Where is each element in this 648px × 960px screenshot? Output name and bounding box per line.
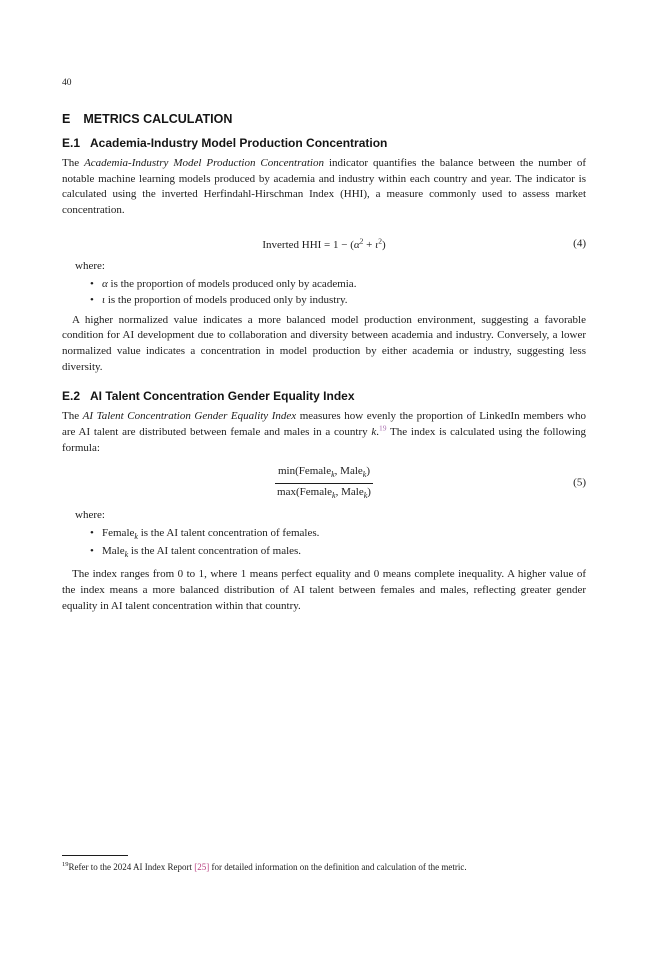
subscript-k: k: [363, 490, 368, 500]
text-run: +: [363, 239, 376, 252]
subsection-e2-heading: [62, 389, 586, 403]
var-iota: ι: [102, 293, 106, 306]
where-label: where:: [75, 508, 105, 521]
text-run: is the proportion of models produced only by industry.: [105, 293, 348, 306]
page-number: 40: [62, 78, 72, 88]
footnote-area: [62, 855, 586, 873]
text-run: ): [366, 464, 371, 477]
text-run: Inverted HHI = 1 − (: [262, 239, 354, 252]
text-run: ): [367, 485, 371, 498]
var-alpha: α: [102, 278, 108, 291]
var-male: Male: [102, 545, 125, 558]
fraction-denominator: [275, 483, 373, 502]
subscript-k: k: [134, 531, 138, 541]
e2-intro-paragraph: [62, 409, 586, 456]
footnote-rule: [62, 855, 128, 856]
e1-intro-paragraph: [62, 156, 586, 219]
text-run: , Male: [334, 464, 363, 477]
e2-discussion-paragraph: The index ranges from 0 to 1, where 1 means perfect equality and 0 means complete inequality. A higher value of the index means a more balanced distribution of AI talent between females and males, reflecting greater gender equality in AI talent concentration within that country.: [62, 568, 586, 612]
exponent: 2: [378, 236, 382, 246]
text-run: is the AI talent concentration of males.: [128, 545, 302, 558]
equation-4-expression: [262, 236, 386, 252]
var-iota: ι: [375, 239, 379, 252]
subscript-k: k: [124, 550, 129, 560]
text-run: .: [376, 426, 380, 439]
text-run: for detailed information on the definition and calculation of the metric.: [209, 862, 467, 872]
section-heading: [62, 112, 586, 127]
where-label: where:: [75, 260, 105, 273]
list-item: [102, 526, 586, 545]
text-run: , Male: [335, 485, 364, 498]
equation-5-number: (5): [573, 476, 586, 489]
footnote-marker: 19: [62, 861, 69, 868]
section-id: E: [62, 112, 71, 126]
e1-discussion-paragraph: A higher normalized value indicates a more balanced model production environment, suggesting a favorable condition for AI development due to collaboration and diversity between academia and industry. Conversely, a lower normalized value indicates a concentration in model production by either academia or industry, suggesting less diversity.: [62, 313, 586, 373]
subsection-e1-title: Academia-Industry Model Production Concentration: [90, 136, 388, 150]
metric-name-italic: AI Talent Concentration Gender Equality Index: [82, 410, 297, 423]
footnote-ref-link[interactable]: 19: [379, 423, 387, 433]
var-alpha: α: [353, 239, 360, 252]
equation-4-number: (4): [573, 237, 586, 250]
footnote-text: [62, 861, 586, 873]
text-run: indicator quantifies the balance between the number of notable machine learning models produced by academia and industry within each country and year. The indicator is calculated using the inverted Herfindahl-Hirschman Index (HHI), a measure commonly used to assess market concentration.: [62, 157, 586, 217]
text-run: is the proportion of models produced only by academia.: [107, 278, 357, 291]
text-run: The: [62, 157, 85, 169]
text-run: Refer to the 2024 AI Index Report: [68, 862, 195, 872]
citation-link[interactable]: [25]: [194, 862, 210, 872]
list-item: [102, 544, 586, 563]
var-k: k: [371, 426, 377, 439]
text-run: measures how evenly the proportion of LinkedIn members who are AI talent are distributed between female and males in a country: [62, 410, 586, 439]
section-title: METRICS CALCULATION: [83, 112, 233, 126]
text-run: max(Female: [277, 485, 333, 498]
equation-4: [62, 233, 586, 255]
list-item: [102, 277, 586, 293]
fraction-numerator: [275, 465, 373, 483]
subscript-k: k: [331, 469, 335, 479]
subsection-e1-heading: [62, 136, 586, 150]
list-item: [102, 293, 586, 309]
text-run: min(Female: [277, 464, 332, 477]
text-run: ): [381, 239, 386, 252]
var-female: Female: [102, 526, 135, 539]
exponent: 2: [359, 236, 364, 246]
subscript-k: k: [332, 490, 336, 500]
metric-name-italic: Academia-Industry Model Production Concentration: [84, 157, 324, 169]
equation-5: [62, 465, 586, 502]
e2-bullet-list: [62, 526, 586, 564]
text-run: is the AI talent concentration of females.: [137, 526, 320, 539]
equation-5-fraction: [275, 465, 373, 502]
e1-bullet-list: [62, 277, 586, 308]
subsection-e2-title: AI Talent Concentration Gender Equality Index: [90, 389, 355, 404]
subsection-e1-id: E.1: [62, 136, 81, 150]
subsection-e2-id: E.2: [62, 389, 81, 404]
subscript-k: k: [362, 469, 367, 479]
text-run: The index is calculated using the following formula:: [62, 426, 586, 454]
text-run: The: [62, 410, 83, 423]
